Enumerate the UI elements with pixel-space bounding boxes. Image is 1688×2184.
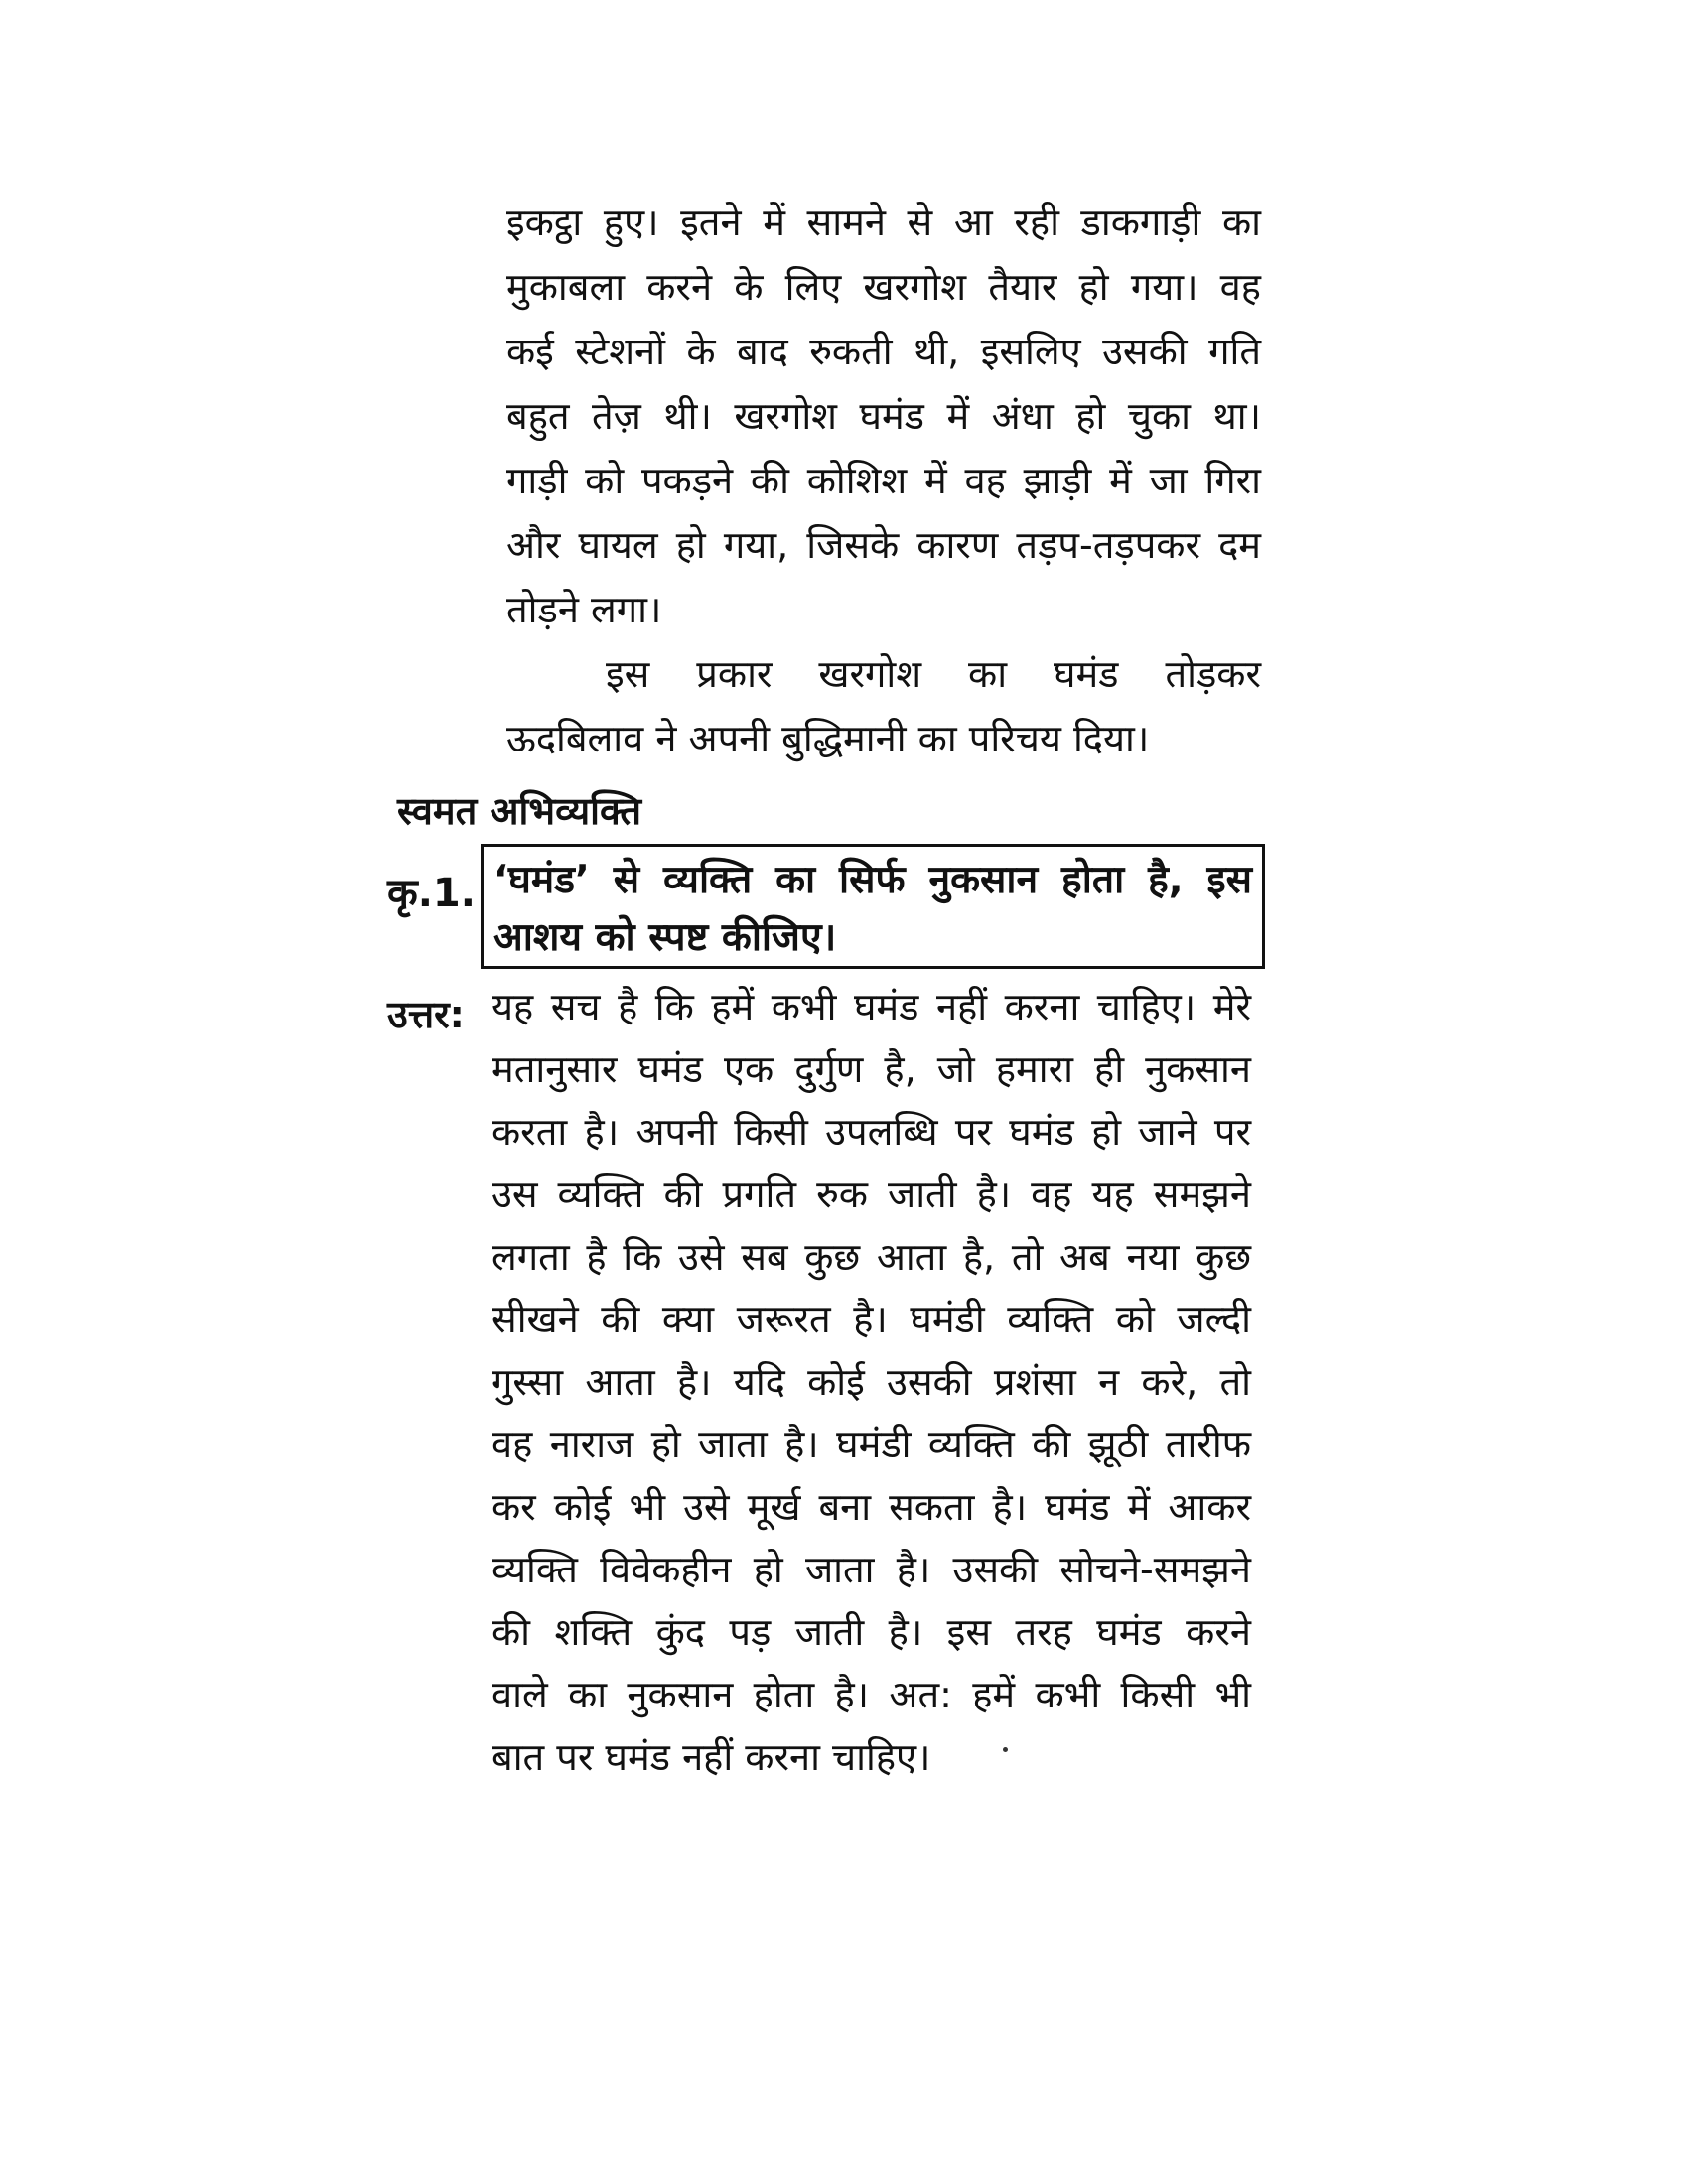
- answer-line-9: कर कोई भी उसे मूर्ख बना सकता है। घमंड में आकर: [492, 1485, 1251, 1529]
- story-line-9: ऊदबिलाव ने अपनी बुद्धिमानी का परिचय दिया।: [506, 717, 1150, 760]
- answer-line-3: करता है। अपनी किसी उपलब्धि पर घमंड हो जाने पर: [492, 1110, 1251, 1154]
- story-line-2: मुकाबला करने के लिए खरगोश तैयार हो गया। वह: [506, 265, 1261, 309]
- answer-line-7: गुस्सा आता है। यदि कोई उसकी प्रशंसा न करे, तो: [492, 1360, 1251, 1404]
- answer-line-13: बात पर घमंड नहीं करना चाहिए।: [492, 1735, 931, 1779]
- answer-line-8: वह नाराज हो जाता है। घमंडी व्यक्ति की झूठी तारीफ: [492, 1423, 1251, 1466]
- answer-line-11: की शक्ति कुंद पड़ जाती है। इस तरह घमंड करने: [492, 1610, 1251, 1654]
- answer-line-12: वाले का नुकसान होता है। अत: हमें कभी किसी भी: [492, 1673, 1251, 1716]
- question-box: [481, 844, 1265, 969]
- section-heading: स्वमत अभिव्यक्ति: [397, 789, 642, 833]
- question-number: कृ.1.: [387, 871, 476, 916]
- answer-line-5: लगता है कि उसे सब कुछ आता है, तो अब नया कुछ: [492, 1235, 1251, 1279]
- story-line-5: गाड़ी को पकड़ने की कोशिश में वह झाड़ी में जा गिरा: [506, 459, 1261, 502]
- story-line-6: और घायल हो गया, जिसके कारण तड़प-तड़पकर दम: [506, 523, 1261, 567]
- story-line-1: इकट्ठा हुए। इतने में सामने से आ रही डाकगाड़ी का: [506, 201, 1261, 244]
- answer-label: उत्तर:: [387, 993, 465, 1036]
- story-line-3: कई स्टेशनों के बाद रुकती थी, इसलिए उसकी गति: [506, 330, 1261, 373]
- answer-line-1: यह सच है कि हमें कभी घमंड नहीं करना चाहिए। मेरे: [492, 985, 1251, 1028]
- story-line-4: बहुत तेज़ थी। खरगोश घमंड में अंधा हो चुका था।: [506, 394, 1261, 438]
- answer-line-10: व्यक्ति विवेकहीन हो जाता है। उसकी सोचने-समझने: [492, 1548, 1251, 1591]
- answer-line-2: मतानुसार घमंड एक दुर्गुण है, जो हमारा ही नुकसान: [492, 1047, 1251, 1091]
- stray-dot: [1003, 1747, 1008, 1752]
- story-line-7: तोड़ने लगा।: [506, 588, 662, 631]
- answer-line-6: सीखने की क्या जरूरत है। घमंडी व्यक्ति को जल्दी: [492, 1297, 1251, 1341]
- story-line-8: इस प्रकार खरगोश का घमंड तोड़कर: [606, 652, 1261, 696]
- answer-line-4: उस व्यक्ति की प्रगति रुक जाती है। वह यह समझने: [492, 1172, 1251, 1216]
- question-line-1: ‘घमंड’ से व्यक्ति का सिर्फ नुकसान होता है, इस: [493, 858, 1252, 902]
- question-line-2: आशय को स्पष्ट कीजिए।: [493, 915, 837, 960]
